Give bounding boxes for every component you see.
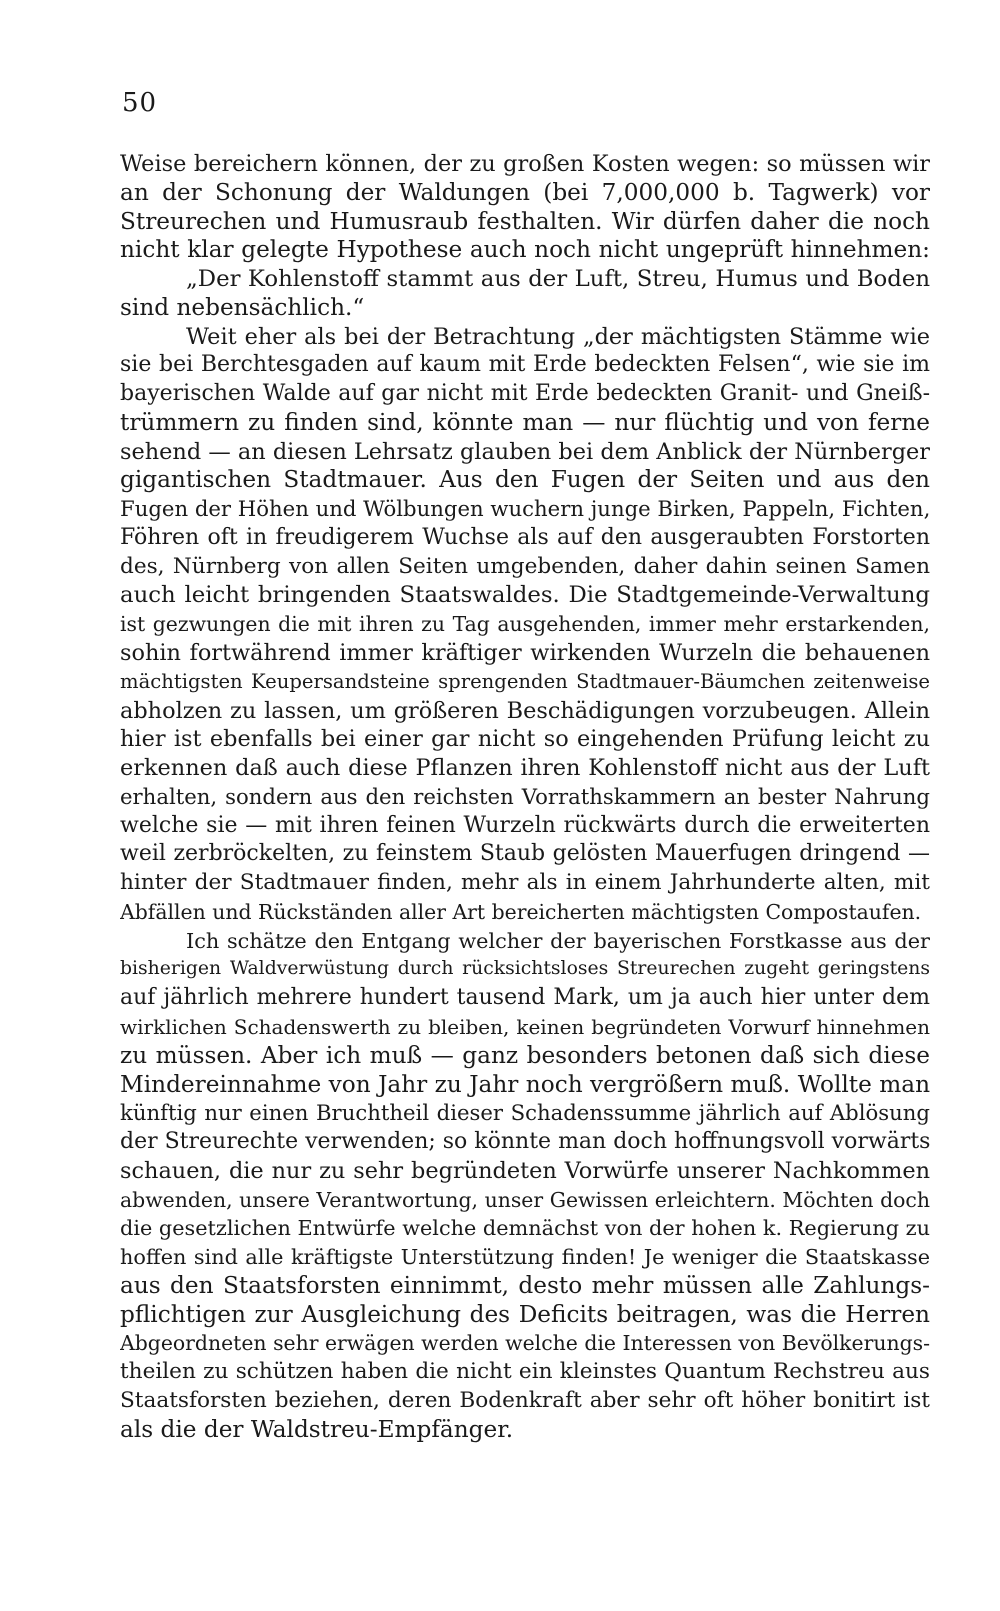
text-line: die gesetzlichen Entwürfe welche demnächst von der hohen k. Regierung zu [120,1216,930,1241]
text-line: künftig nur einen Bruchtheil dieser Schadenssumme jährlich auf Ablösung [120,1100,930,1126]
text-line: pflichtigen zur Ausgleichung des Deficits beitragen, was die Herren [120,1300,930,1328]
text-line: hier ist ebenfalls bei einer gar nicht so eingehenden Prüfung leicht zu [120,726,930,753]
text-line: weil zerbröckelten, zu feinstem Staub gelösten Mauerfugen dringend — [120,841,930,867]
text-line: „Der Kohlenstoff stammt aus der Luft, Streu, Humus und Boden [186,266,930,293]
text-line: erhalten, sondern aus den reichsten Vorrathskammern an bester Nahrung [120,783,930,809]
text-line: auf jährlich mehrere hundert tausend Mark, um ja auch hier unter dem [120,985,930,1011]
text-line: der Streurechte verwenden; so könnte man doch hoffnungsvoll vorwärts [120,1129,930,1155]
page-number: 50 [122,88,158,118]
text-line: auch leicht bringenden Staatswaldes. Die Stadtgemeinde-Verwaltung [120,582,930,609]
text-line: bayerischen Walde auf gar nicht mit Erde bedeckten Granit- und Gneiß- [120,381,930,407]
text-line: nicht klar gelegte Hypothese auch noch nicht ungeprüft hinnehmen: [120,236,930,264]
text-line: an der Schonung der Waldungen (bei 7,000,000 b. Tagwerk) vor [120,178,930,206]
text-line: Fugen der Höhen und Wölbungen wuchern junge Birken, Pappeln, Fichten, [120,496,930,522]
text-line: Weit eher als bei der Betrachtung „der mächtigsten Stämme wie [186,323,930,350]
text-line: Ich schätze den Entgang welcher der bayerischen Forstkasse aus der [186,928,930,953]
text-line: hoffen sind alle kräftigste Unterstützung finden! Je weniger die Staatskasse [120,1245,930,1270]
text-line: bisherigen Waldverwüstung durch rücksichtsloses Streurechen zugeht geringstens [120,958,930,980]
text-line: sind nebensächlich.“ [120,293,365,321]
text-line: wirklichen Schadenswerth zu bleiben, keinen begründeten Vorwurf hinnehmen [120,1014,930,1039]
text-line: Abfällen und Rückständen aller Art bereicherten mächtigsten Compostaufen. [120,899,922,924]
text-line: zu müssen. Aber ich muß — ganz besonders betonen daß sich diese [120,1041,930,1069]
text-line: als die der Waldstreu-Empfänger. [120,1415,514,1443]
text-line: des, Nürnberg von allen Seiten umgebenden, daher dahin seinen Samen [120,553,930,579]
text-line: erkennen daß auch diese Pflanzen ihren Kohlenstoff nicht aus der Luft [120,755,930,782]
body-text [120,150,930,1444]
text-line: gigantischen Stadtmauer. Aus den Fugen der Seiten und aus den [120,466,930,494]
text-line: Föhren oft in freudigerem Wuchse als auf den ausgeraubten Forstorten [120,524,930,550]
text-line: Staatsforsten beziehen, deren Bodenkraft aber sehr oft höher bonitirt ist [120,1387,930,1413]
text-line: aus den Staatsforsten einnimmt, desto mehr müssen alle Zahlungs- [120,1271,930,1299]
text-line: ist gezwungen die mit ihren zu Tag ausgehenden, immer mehr erstarkenden, [120,612,930,637]
text-line: schauen, die nur zu sehr begründeten Vorwürfe unserer Nachkommen [120,1157,930,1184]
text-line: Abgeordneten sehr erwägen werden welche die Interessen von Bevölkerungs- [120,1331,930,1356]
text-line: Weise bereichern können, der zu großen Kosten wegen: so müssen wir [120,151,930,177]
text-line: Mindereinnahme von Jahr zu Jahr noch vergrößern muß. Wollte man [120,1070,930,1098]
text-line: sehend — an diesen Lehrsatz glauben bei dem Anblick der Nürnberger [120,438,930,465]
text-line: welche sie — mit ihren feinen Wurzeln rückwärts durch die erweiterten [120,812,930,838]
text-line: abwenden, unsere Verantwortung, unser Gewissen erleichtern. Möchten doch [120,1187,930,1212]
text-line: sohin fortwährend immer kräftiger wirkenden Wurzeln die behauenen [120,640,930,667]
text-line: mächtigsten Keupersandsteine sprengenden Stadtmauer-Bäumchen zeitenweise [120,669,930,693]
text-line: Streurechen und Humusraub festhalten. Wir dürfen daher die noch [120,207,930,235]
text-line: hinter der Stadtmauer finden, mehr als in einem Jahrhunderte alten, mit [120,870,930,896]
text-line: sie bei Berchtesgaden auf kaum mit Erde bedeckten Felsen“, wie sie im [120,352,930,378]
text-line: abholzen zu lassen, um größeren Beschädigungen vorzubeugen. Allein [120,697,930,724]
text-line: theilen zu schützen haben die nicht ein kleinstes Quantum Rechstreu aus [120,1359,930,1385]
text-line: trümmern zu finden sind, könnte man — nur flüchtig und von ferne [120,408,930,436]
